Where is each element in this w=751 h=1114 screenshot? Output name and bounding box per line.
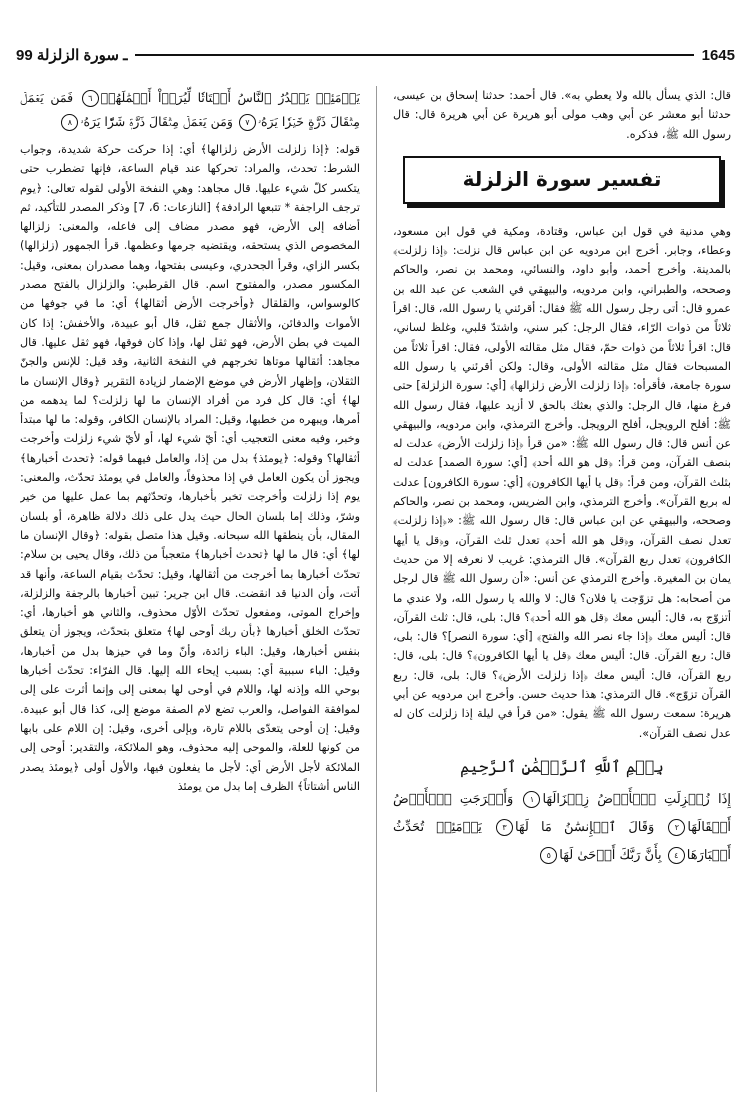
intro-paragraph: قال: الذي يسأل بالله ولا يعطي به». قال أحمد: حدثنا إسحاق بن عيسى، حدثنا أبو معشر عن أبي وهب مولى أبو هريرة عن أبي هريرة قال: قال رسول الله ﷺ، فذكره. xyxy=(393,89,731,141)
verse-text: إِذَا زُلۡزِلَتِ ٱلۡأَرۡضُ زِلۡزَالَهَا xyxy=(542,792,731,808)
page-header xyxy=(16,40,735,70)
verse-number-icon: ٢ xyxy=(668,819,685,836)
surah-verses xyxy=(393,786,731,870)
section-title: تفسير سورة الزلزلة xyxy=(462,167,662,192)
surah-reference: 99 ـ سورة الزلزلة xyxy=(16,47,128,64)
column-divider xyxy=(376,86,377,1092)
left-column xyxy=(20,86,360,1092)
verse-text: يَوۡمَئِذٖ يَصۡدُرُ ٱلنَّاسُ أَشۡتَاتٗا لِّيُرَوۡاْ أَعۡمَٰلَهُمۡ xyxy=(100,90,360,105)
verse-number-icon: ٨ xyxy=(61,114,78,131)
right-column xyxy=(393,86,731,1092)
top-verses xyxy=(20,86,360,134)
right-body-text: وهي مدنية في قول ابن عباس، وقتادة، ومكية في قول ابن مسعود، وعطاء، وجابر. أخرج ابن مردويه عن ابن عباس قال نزلت: ﴿إذا زلزلت﴾ بالمدينة. وأخرج أحمد، وأبو داود، والنسائي، ومحمد بن نصر، والحاكم وصححه، والطبراني، وابن مردويه، والبيهقي في الشعب عن عبد الله بن عمرو قال: أتى رجل رسول الله ﷺ فقال: أقرئني يا رسول الله، قال: اقرأ ثلاثاً من ذوات الرّاء، فقال الرجل: كبر سني، واشتدّ قلبي، وغلظ لساني، قال: اقرأ ثلاثاً من ذوات حمّ، فقال مثل مقالته الأولى، فقال: اقرأ ثلاثاً من المسبحات فقال مثل مقالته الأولى، وقال: ولكن أقرئني يا رسول الله سورة جامعة، فأقرأه: ﴿إذا زلزلت الأرض زلزالها﴾ [أي: سورة الزلزلة] حتى فرغ منها، قال الرجل: والذي بعثك بالحق لا أزيد عليها، فقال رسول الله ﷺ: أفلح الرويجل، أفلح الرويجل. وأخرج الترمذي، وابن مردويه، والبيهقي عن أنس قال: قال رسول الله ﷺ: «من قرأ ﴿إذا زلزلت الأرض﴾ عدلت له بنصف القرآن، ومن قرأ: ﴿قل هو الله أحد﴾ [أي: سورة الصمد] عدلت له بثلث القرآن، ومن قرأ: ﴿قل يا أيها الكافرون﴾ [أي: سورة الكافرون] عدلت له بربع القرآن». وأخرج الترمذي، وابن الضريس، ومحمد بن نصر، والحاكم وصححه، والبيهقي عن ابن عباس قال: قال رسول الله ﷺ: «﴿إذا زلزلت﴾ تعدل نصف القرآن، و﴿قل هو الله أحد﴾ تعدل ثلث القرآن، و﴿قل يا أيها الكافرون﴾ تعدل ربع القرآن». قال الترمذي: غريب لا نعرفه إلا من حديث يمان بن المغيرة. وأخرج الترمذي عن أنس: «أن رسول الله ﷺ قال لرجل من أصحابه: هل تزوّجت يا فلان؟ قال: لا والله يا رسول الله، ولا عندي ما أتزوّج به، قال: أليس معك ﴿قل هو الله أحد﴾؟ قال: بلى، قال: ثلث القرآن، قال: أليس معك ﴿إذا جاء نصر الله والفتح﴾ [أي: سورة النصر]؟ قال: بلى، قال: ربع القرآن. قال: أليس معك ﴿قل يا أيها الكافرون﴾؟ قال: بلى، قال: ربع القرآن، قال: أليس معك ﴿إذا زلزلت الأرض﴾؟ قال: بلى، قال: ربع القرآن تزوّج». قال الترمذي: هذا حديث حسن. وأخرج ابن مردويه عن أبي هريرة: سمعت رسول الله ﷺ يقول: «من قرأ في ليلة إذا زلزلت كان له عدل نصف القرآن». xyxy=(393,224,731,740)
left-body-text: قوله: ﴿إذا زلزلت الأرض زلزالها﴾ أي: إذا حركت حركة شديدة، وجواب الشرط: تحدث، والمراد: تحركها عند قيام الساعة، فإنها تضطرب حتى يتكسر كلّ شيء عليها. قال مجاهد: وهي النفخة الأولى لقوله تعالى: ﴿يوم ترجف الراجفة * تتبعها الرادفة﴾ [النازعات: 6، 7] وذكر المصدر للتأكيد، ثم أضافه إلى الأرض، فهو مصدر مضاف إلى فاعله، والمعنى: زلزالها المخصوص الذي يستحقه، ويقتضيه جرمها وعظمها. قرأ الجمهور (زلزالها) بكسر الزاي، وقرأ الجحدري، وعيسى بفتحها، وهما مصدران بمعنى، وقيل: المكسور مصدر، والمفتوح اسم. قال القرطبي: والزلزال بالفتح مصدر كالوسواس، والقلقال ﴿وأخرجت الأرض أثقالها﴾ أي: ما في جوفها من الأموات والدفائن، والأثقال جمع ثقل، قال أبو عبيدة، والأخفش: إذا كان الميت في بطن الأرض، فهو ثقل لها، وإذا كان فوقها، فهو ثقل عليها. قال مجاهد: أثقالها موتاها تخرجهم في النفخة الثانية، وقد قيل: للإنس والجنّ الثقلان، وإظهار الأرض في موضع الإضمار لزيادة التقرير ﴿وقال الإنسان ما لها﴾ أي: قال كل فرد من أفراد الإنسان ما لها زلزلت؟ لما يدهمه من أمرها، ويبهره من خطبها، وقيل: المراد بالإنسان الكافر، وقوله: ما لها مبتدأ وخبر، وفيه معنى التعجيب أي: أيّ شيء لها، أو لأيّ شيء زلزلت وأخرجت أثقالها؟ وقوله: ﴿يومئذ﴾ بدل من إذا، والعامل فيهما قوله: ﴿تحدث أخبارها﴾ ويجوز أن يكون العامل في إذا محذوفاً، والعامل في يومئذ تحدّث، والمعنى: يوم إذا زلزلت وأخرجت تخبر بأخبارها، وتحدّثهم بما عمل عليها من خير وشرّ، وذلك إما بلسان الحال حيث يدل على ذلك دلالة ظاهرة، أو بلسان المقال، بأن ينطقها الله سبحانه. وقيل هذا متصل بقوله: ﴿وقال الإنسان ما لها﴾ أي: قال ما لها ﴿تحدث أخبارها﴾ متعجباً من ذلك، وقال يحيى بن سلام: تحدّث أخبارها بما أخرجت من أثقالها، وقيل: تحدّث بقيام الساعة، وأنها قد أتت، وأن الدنيا قد انقضت. قال ابن جرير: تبين أخبارها بالرجفة والزلزلة، وإخراج الموتى، ومفعول تحدّث الأوّل محذوف، والثاني هو أخبارها، أي: تحدّث الخلق أخبارها ﴿بأن ربك أوحى لها﴾ متعلق بتحدّث، ويجوز أن يتعلق بنفس أخبارها، وقيل: الباء زائدة، وأنّ وما في حيزها بدل من أخبارها، وقيل: الباء سببية أي: بسبب إيحاء الله إليها. قال الفرّاء: تحدّث أخبارها بوحي الله وإذنه لها، واللام في أوحى لها بمعنى إلى وإنما أثرت على إلى لموافقة الفواصل، والعرب تضع لام الصفة موضع إلى، كذا قال أبو عبيدة. وقيل: إن أوحى يتعدّى باللام تارة، وبإلى أخرى، وقيل: إن اللام على بابها من كونها للعلة، والموحى إليه محذوف، وهو الملائكة، والتقدير: أوحى إلى الملائكة لأجل الأرض أي: لأجل ما يفعلون فيها، والأول أولى ﴿يومئذ يصدر الناس أشتاتاً﴾ الظرف إما بدل من يومئذ xyxy=(20,143,360,793)
header-rule xyxy=(135,54,693,56)
page-number: 1645 xyxy=(701,46,735,64)
verse-number-icon: ١ xyxy=(523,791,540,808)
verse-text: يَوۡمَئِذٖ تُحَدِّثُ أَخۡبَارَهَا xyxy=(393,820,731,864)
verse-text: وَأَخۡرَجَتِ ٱلۡأَرۡضُ أَثۡقَالَهَا xyxy=(393,792,731,836)
verse-number-icon: ٧ xyxy=(239,114,256,131)
verse-number-icon: ٤ xyxy=(668,847,685,864)
basmala: بِسۡمِ ٱللَّهِ ٱلرَّحۡمَٰنِ ٱلرَّحِيمِ xyxy=(460,756,664,776)
verse-number-icon: ٣ xyxy=(496,819,513,836)
section-title-box xyxy=(403,156,721,204)
verse-text: فَمَن يَعۡمَلۡ مِثۡقَالَ ذَرَّةٍ خَيۡرٗا يَرَهُۥ xyxy=(20,90,360,129)
verse-text: وَمَن يَعۡمَلۡ مِثۡقَالَ ذَرَّةٖ شَرّٗا يَرَهُۥ xyxy=(80,114,233,129)
verse-number-icon: ٦ xyxy=(82,90,99,107)
verse-text: بِأَنَّ رَبَّكَ أَوۡحَىٰ لَهَا xyxy=(559,848,662,864)
verse-text: وَقَالَ ٱلۡإِنسَٰنُ مَا لَهَا xyxy=(514,820,655,836)
verse-number-icon: ٥ xyxy=(540,847,557,864)
